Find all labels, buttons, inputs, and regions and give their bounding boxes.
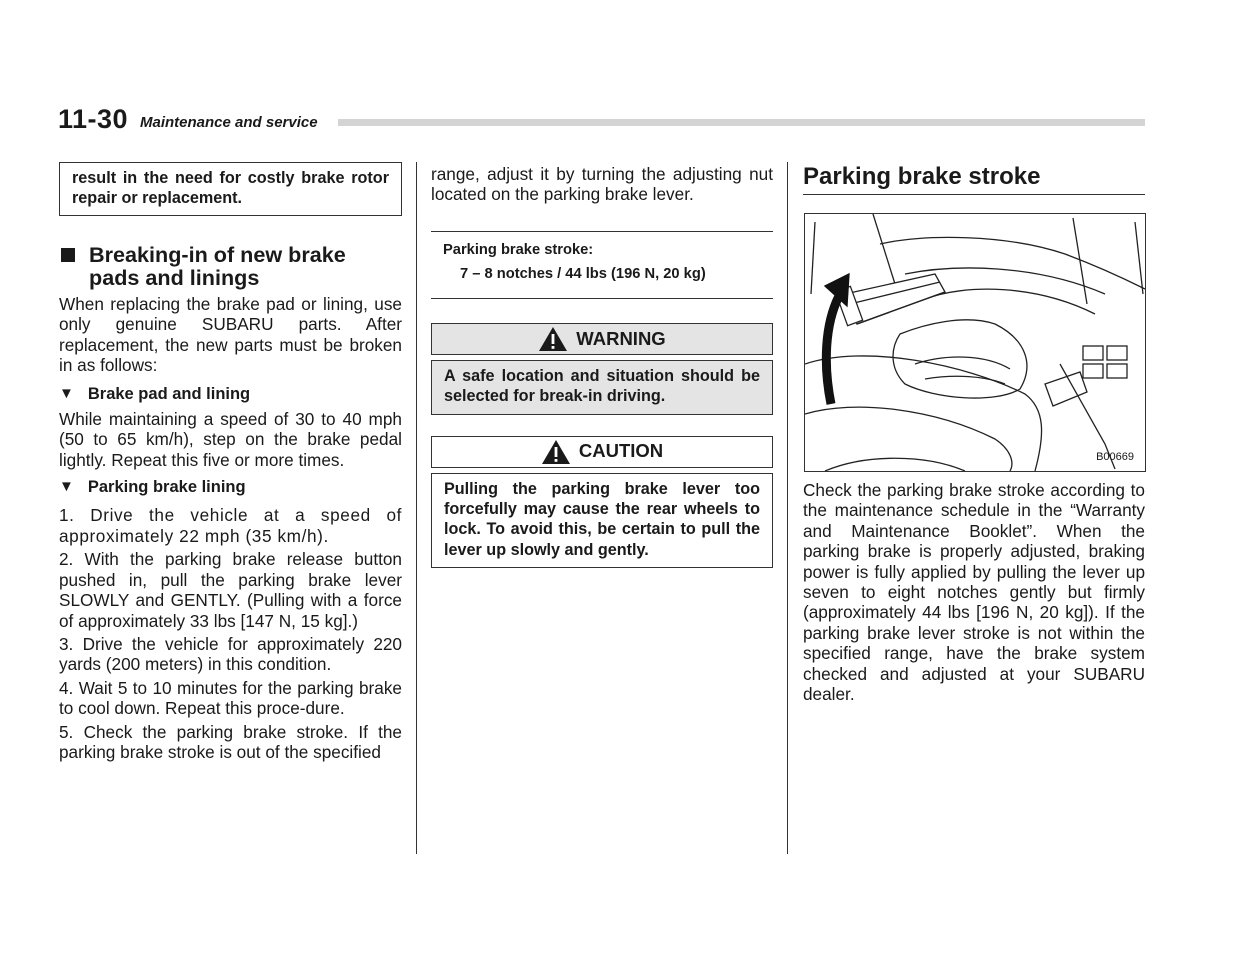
- sub-heading-text: Brake pad and lining: [87, 385, 251, 404]
- notice-box: result in the need for costly brake rotor repair or replacement.: [59, 162, 402, 216]
- warning-title: WARNING: [576, 327, 666, 349]
- spec-value: 7 – 8 notches / 44 lbs (196 N, 20 kg): [460, 265, 706, 282]
- section-title: Maintenance and service: [140, 114, 318, 131]
- warning-header: [431, 323, 773, 355]
- caution-block: [431, 436, 773, 569]
- step-item: 1. Drive the vehicle at a speed of approximately 22 mph (35 km/h).: [59, 505, 402, 546]
- column-divider: [787, 162, 788, 854]
- step-item: 4. Wait 5 to 10 minutes for the parking brake to cool down. Repeat this proce-dure.: [59, 677, 402, 719]
- sub-heading-text: Parking brake lining: [87, 478, 246, 497]
- heading-text: Parking brake stroke: [803, 163, 1041, 190]
- figure-code: B00669: [1096, 451, 1134, 463]
- caution-text: Pulling the parking brake lever too forcefully may cause the rear wheels to lock. To avoid this, be certain to pull the lever up slowly and gently.: [431, 473, 773, 569]
- caution-title: CAUTION: [578, 440, 664, 462]
- down-triangle-icon: ▼: [59, 478, 74, 496]
- continuation-text: range, adjust it by turning the adjusting nut located on the parking brake lever.: [431, 164, 773, 205]
- intro-text: When replacing the brake pad or lining, use only genuine SUBARU parts. After replacement, the new parts must be broken in as follows:: [59, 293, 402, 376]
- right-body-text: Check the parking brake stroke according to the maintenance schedule in the “Warranty and Maintenance Booklet”. When the parking brake is properly adjusted, braking power is fully applied by pulling the lever up seven to eight notches gently but firmly (approximately 44 lbs [196 N, 20 kg]). If the parking brake lever stroke is not within the specified range, have the brake system checked and adjusted at your SUBARU dealer.: [803, 480, 1145, 705]
- column-divider: [416, 162, 417, 854]
- spec-label: Parking brake stroke:: [443, 241, 594, 258]
- section-heading-text: Breaking-in of new brake pads and linings: [89, 241, 346, 290]
- right-heading: [803, 163, 1145, 195]
- header-rule: [338, 119, 1145, 126]
- warning-text: A safe location and situation should be selected for break-in driving.: [431, 360, 773, 415]
- caution-header: [431, 436, 773, 468]
- section-heading: [59, 243, 402, 289]
- warning-triangle-icon: [538, 326, 568, 352]
- spec-box: [431, 231, 773, 299]
- step-item: 5. Check the parking brake stroke. If the parking brake stroke is out of the specified: [59, 721, 402, 762]
- step-item: 2. With the parking brake release button pushed in, pull the parking brake lever SLOWLY and GENTLY. (Pulling with a force of approximately 33 lbs [147 N, 15 kg].): [59, 549, 402, 631]
- black-square-icon: [61, 248, 75, 262]
- parking-brake-drawing: [805, 214, 1145, 471]
- sub-heading: [59, 477, 402, 497]
- right-column: [803, 480, 1145, 704]
- sub-heading: [59, 384, 402, 404]
- down-triangle-icon: ▼: [59, 385, 74, 403]
- warning-block: [431, 323, 773, 415]
- parking-brake-illustration: [804, 213, 1146, 472]
- page-number: 11-30: [58, 104, 129, 134]
- warning-triangle-icon: [541, 439, 571, 465]
- step-item: 3. Drive the vehicle for approximately 220 yards (200 meters) in this condition.: [59, 633, 402, 675]
- left-column: [59, 162, 402, 762]
- middle-column: [431, 164, 773, 568]
- sub1-text: While maintaining a speed of 30 to 40 mph (50 to 65 km/h), step on the brake pedal lightly. Repeat this five or more times.: [59, 408, 402, 470]
